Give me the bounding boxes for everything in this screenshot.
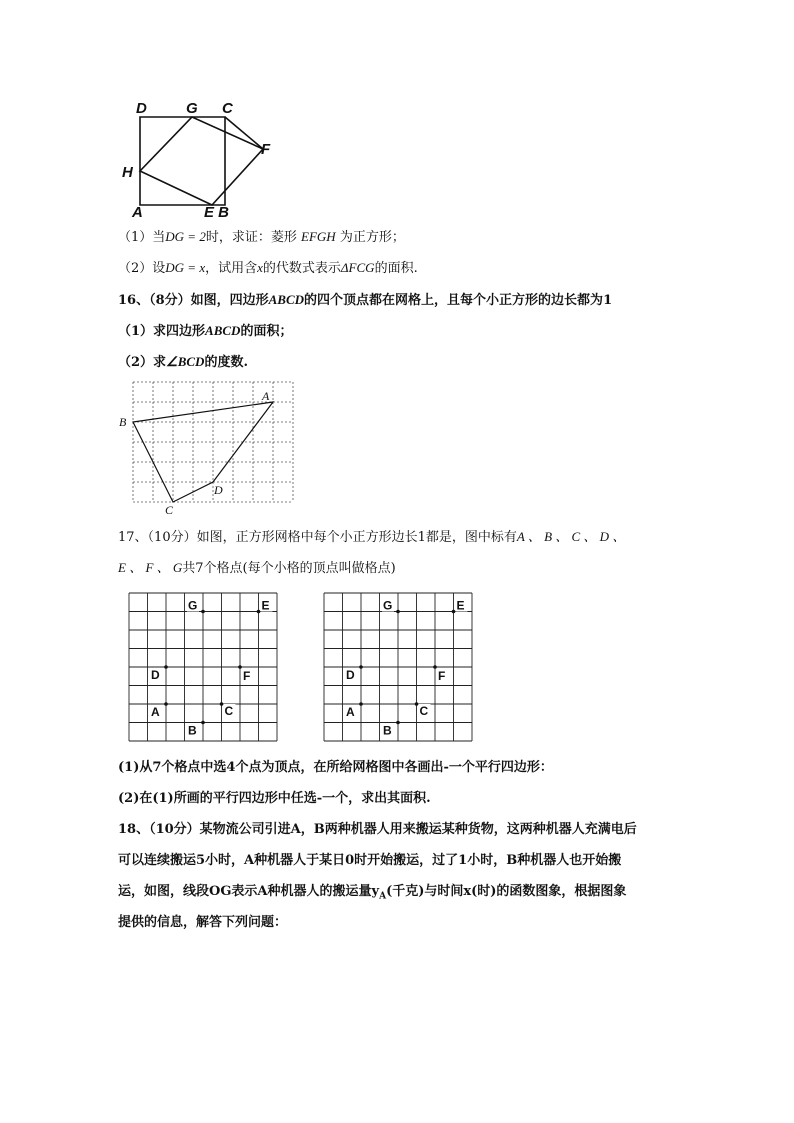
rhombus-efgh bbox=[140, 117, 263, 205]
label-F: F bbox=[438, 669, 446, 683]
label-D: D bbox=[151, 668, 160, 682]
q18-line4: 提供的信息，解答下列问题： bbox=[118, 915, 288, 930]
point-D bbox=[359, 665, 363, 669]
label-A: A bbox=[132, 204, 143, 220]
q17-heading-line2: E 、 F 、 G共7个格点(每个小格的顶点叫做格点) bbox=[118, 560, 396, 576]
q16-part2: （2）求∠BCD的度数. bbox=[118, 354, 248, 370]
q16-heading: 16、（8分）如图，四边形ABCD的四个顶点都在网格上，且每个小正方形的边长都为1 bbox=[118, 292, 613, 308]
label-A: A bbox=[346, 705, 355, 719]
label-D: D bbox=[136, 100, 147, 117]
quadrilateral-abcd bbox=[133, 402, 273, 502]
q18-line1: 18、（10分）某物流公司引进A，B两种机器人用来搬运某种货物，这两种机器人充满电后 bbox=[118, 822, 637, 837]
label-B: B bbox=[119, 415, 127, 429]
label-E: E bbox=[456, 598, 465, 613]
label-G: G bbox=[188, 598, 198, 613]
q18-line2: 可以连续搬运5小时，A种机器人于某日0时开始搬运，过了1小时，B种机器人也开始搬 bbox=[118, 853, 622, 868]
figure-16-grid-quadrilateral bbox=[113, 376, 298, 516]
label-F: F bbox=[261, 141, 271, 158]
lattice-points bbox=[345, 599, 468, 738]
label-G: G bbox=[383, 598, 393, 613]
label-A: A bbox=[151, 705, 160, 719]
label-E: E bbox=[261, 598, 270, 613]
label-G: G bbox=[186, 100, 198, 117]
lattice-points bbox=[150, 599, 273, 738]
label-D: D bbox=[346, 668, 355, 682]
q18-line3: 运，如图，线段OG表示A种机器人的搬运量$y_A$(千克)与时间x(时)的函数图象，根据图象 bbox=[118, 884, 627, 902]
point-G bbox=[201, 610, 205, 614]
label-A: A bbox=[262, 389, 270, 403]
label-H: H bbox=[122, 164, 133, 181]
point-B bbox=[396, 721, 400, 725]
q17-part2: (2)在(1)所画的平行四边形中任选-一个，求出其面积. bbox=[118, 791, 431, 806]
point-D bbox=[164, 665, 168, 669]
point-E bbox=[257, 610, 261, 614]
point-A bbox=[359, 702, 363, 706]
point-F bbox=[238, 665, 242, 669]
label-B: B bbox=[188, 723, 197, 738]
q16-part1: （1）求四边形ABCD的面积； bbox=[118, 323, 293, 339]
q17-heading: 17、（10分）如图，正方形网格中每个小正方形边长1都是，图中标有A 、 B 、 C 、 D 、 bbox=[118, 529, 626, 545]
figure-17-grid-left bbox=[125, 589, 285, 744]
point-G bbox=[396, 610, 400, 614]
figure-15-square-rhombus bbox=[115, 95, 285, 220]
label-F: F bbox=[243, 669, 251, 683]
label-D: D bbox=[214, 483, 223, 497]
label-B: B bbox=[383, 723, 392, 738]
point-E bbox=[452, 610, 456, 614]
label-EB: E B bbox=[204, 204, 230, 220]
label-C: C bbox=[222, 100, 233, 117]
point-C bbox=[220, 702, 224, 706]
point-A bbox=[164, 702, 168, 706]
point-C bbox=[415, 702, 419, 706]
label-C: C bbox=[419, 704, 429, 718]
point-B bbox=[201, 721, 205, 725]
label-C: C bbox=[165, 503, 174, 516]
segment-cf bbox=[225, 117, 263, 149]
q15-part2: （2）设DG = x，试用含x的代数式表示ΔFCG的面积. bbox=[118, 260, 418, 276]
figure-17-grid-right bbox=[320, 589, 480, 744]
q15-part1: （1）当DG = 2时，求证：菱形 EFGH 为正方形； bbox=[118, 229, 405, 245]
point-F bbox=[433, 665, 437, 669]
q17-part1: (1)从7个格点中选4个点为顶点，在所给网格图中各画出-一个平行四边形： bbox=[118, 760, 553, 775]
label-C: C bbox=[224, 704, 234, 718]
